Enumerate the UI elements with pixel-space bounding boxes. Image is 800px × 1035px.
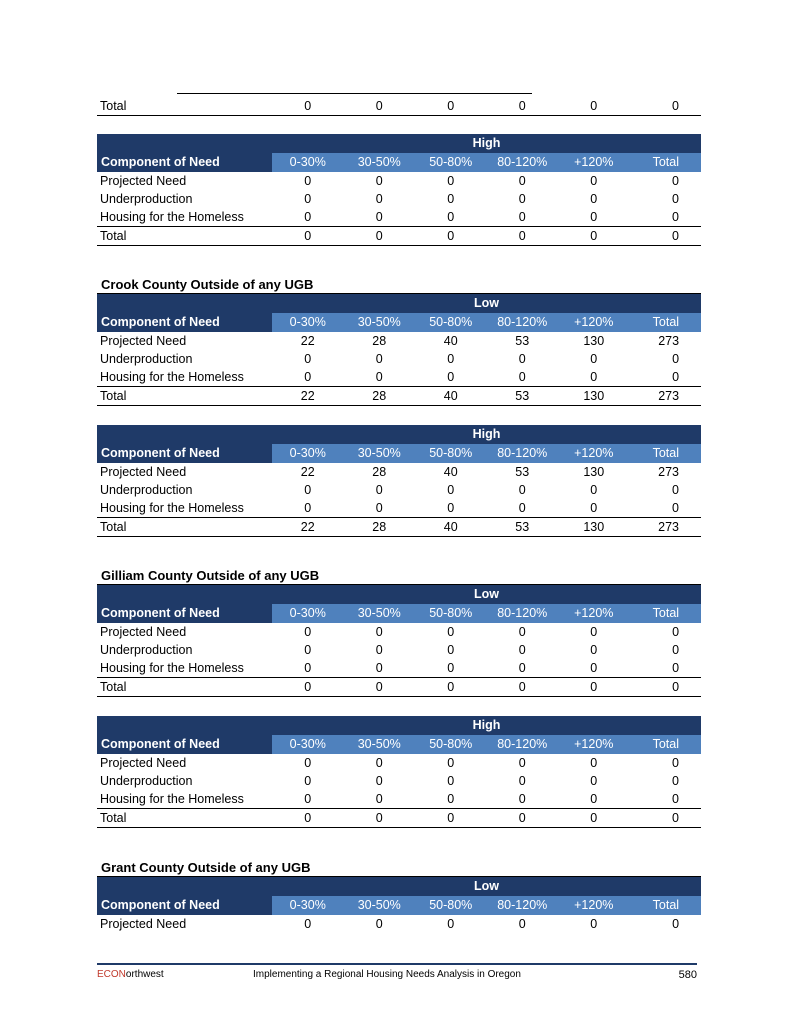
table-row	[97, 623, 701, 641]
row-label: Projected Need	[100, 334, 187, 348]
cell-value: 0	[447, 501, 455, 515]
row-label: Projected Need	[100, 465, 187, 479]
cell-value: 28	[372, 334, 387, 348]
cell-value: 0	[304, 643, 312, 657]
column-header: +120%	[558, 735, 630, 754]
cell-value: 0	[518, 174, 526, 188]
cell-value: 0	[447, 192, 455, 206]
total-label: Total	[97, 518, 272, 537]
table-row	[97, 368, 701, 387]
column-header-component: Component of Need	[97, 444, 272, 463]
total-value: 53	[487, 387, 559, 406]
total-value: 0	[558, 809, 630, 828]
cell-value: 0	[672, 917, 680, 931]
total-value: 0	[487, 678, 559, 697]
cell-value: 0	[447, 352, 455, 366]
column-header-component: Component of Need	[97, 153, 272, 172]
brand-econ: ECON	[97, 969, 126, 980]
total-value: 0	[487, 97, 559, 116]
header-row	[97, 444, 701, 463]
column-header: Total	[630, 896, 702, 915]
column-header: 30-50%	[344, 735, 416, 754]
column-header: 0-30%	[272, 444, 344, 463]
table-row	[97, 190, 701, 208]
cell-value: 0	[518, 192, 526, 206]
cell-value: 0	[304, 661, 312, 675]
section-title: Gilliam County Outside of any UGB	[97, 568, 701, 585]
cell-value: 0	[672, 643, 680, 657]
cell-value: 0	[590, 210, 598, 224]
cell-value: 0	[304, 501, 312, 515]
housing-need-table	[97, 277, 701, 406]
housing-need-table	[97, 425, 701, 537]
row-label: Underproduction	[100, 483, 193, 497]
column-header: 80-120%	[487, 735, 559, 754]
column-header: 0-30%	[272, 735, 344, 754]
column-header: Total	[630, 444, 702, 463]
row-label: Housing for the Homeless	[100, 792, 244, 806]
cell-value: 40	[443, 334, 458, 348]
column-header-component: Component of Need	[97, 896, 272, 915]
table-row	[97, 463, 701, 481]
total-value: 0	[344, 809, 416, 828]
scenario-row	[97, 294, 701, 313]
scenario-label: High	[97, 134, 701, 153]
column-header-component: Component of Need	[97, 313, 272, 332]
cell-value: 0	[518, 643, 526, 657]
column-header: 50-80%	[415, 604, 487, 623]
scenario-row	[97, 425, 701, 444]
row-label: Underproduction	[100, 643, 193, 657]
cell-value: 0	[518, 625, 526, 639]
brand-rest: orthwest	[125, 969, 164, 980]
total-row	[97, 227, 701, 246]
header-row	[97, 313, 701, 332]
table-row	[97, 481, 701, 499]
top-partial-rule	[177, 93, 532, 94]
cell-value: 0	[590, 661, 598, 675]
table-row	[97, 499, 701, 518]
total-value: 40	[415, 387, 487, 406]
cell-value: 0	[590, 174, 598, 188]
total-value: 22	[272, 387, 344, 406]
table-row	[97, 754, 701, 772]
cell-value: 40	[443, 465, 458, 479]
total-value: 0	[558, 678, 630, 697]
cell-value: 0	[375, 643, 383, 657]
column-header: 0-30%	[272, 153, 344, 172]
cell-value: 0	[375, 192, 383, 206]
cell-value: 0	[447, 792, 455, 806]
total-value: 28	[344, 387, 416, 406]
footer-brand	[97, 969, 164, 980]
column-header: +120%	[558, 896, 630, 915]
row-label: Housing for the Homeless	[100, 210, 244, 224]
column-header: Total	[630, 604, 702, 623]
row-label: Projected Need	[100, 756, 187, 770]
total-value: 0	[272, 97, 344, 116]
cell-value: 0	[672, 210, 679, 224]
total-row	[97, 518, 701, 537]
cell-value: 0	[375, 174, 383, 188]
total-value: 0	[630, 678, 702, 697]
cell-value: 0	[304, 352, 312, 366]
total-value: 28	[344, 518, 416, 537]
need-table	[97, 425, 701, 537]
row-label: Housing for the Homeless	[100, 661, 244, 675]
cell-value: 0	[590, 352, 598, 366]
cell-value: 0	[518, 352, 526, 366]
total-value: 0	[415, 97, 487, 116]
column-header: 50-80%	[415, 153, 487, 172]
cell-value: 0	[447, 643, 455, 657]
page-footer	[97, 963, 697, 985]
cell-value: 0	[447, 917, 455, 931]
cell-value: 0	[375, 210, 383, 224]
cell-value: 0	[518, 792, 526, 806]
cell-value: 0	[375, 501, 383, 515]
total-label: Total	[97, 97, 272, 116]
column-header: 80-120%	[487, 444, 559, 463]
total-row	[97, 387, 701, 406]
total-value: 0	[630, 227, 702, 246]
column-header: 80-120%	[487, 604, 559, 623]
cell-value: 0	[375, 792, 383, 806]
cell-value: 0	[375, 370, 383, 384]
total-value: 22	[272, 518, 344, 537]
column-header: Total	[630, 153, 702, 172]
column-header: 80-120%	[487, 896, 559, 915]
table-row	[97, 790, 701, 809]
cell-value: 0	[518, 370, 526, 384]
need-table	[97, 134, 701, 246]
total-value: 0	[272, 678, 344, 697]
cell-value: 0	[375, 625, 383, 639]
cell-value: 0	[304, 756, 312, 770]
cell-value: 0	[304, 483, 312, 497]
column-header: 0-30%	[272, 313, 344, 332]
cell-value: 0	[590, 370, 598, 384]
cell-value: 0	[375, 661, 383, 675]
column-header: +120%	[558, 153, 630, 172]
total-value: 0	[630, 97, 702, 116]
column-header: +120%	[558, 313, 630, 332]
column-header: 50-80%	[415, 735, 487, 754]
cell-value: 0	[375, 483, 383, 497]
section-title: Grant County Outside of any UGB	[97, 860, 701, 877]
row-label: Projected Need	[100, 174, 187, 188]
cell-value: 0	[304, 210, 312, 224]
column-header-component: Component of Need	[97, 735, 272, 754]
cell-value: 0	[304, 370, 312, 384]
cell-value: 0	[672, 661, 680, 675]
need-table	[97, 877, 701, 933]
cell-value: 0	[590, 917, 598, 931]
housing-need-table	[97, 568, 701, 697]
scenario-row	[97, 585, 701, 604]
column-header: 80-120%	[487, 313, 559, 332]
scenario-label: Low	[97, 294, 701, 313]
cell-value: 0	[447, 661, 455, 675]
column-header: 50-80%	[415, 313, 487, 332]
cell-value: 0	[304, 192, 312, 206]
total-row	[97, 678, 701, 697]
cell-value: 0	[672, 792, 679, 806]
total-value: 0	[487, 227, 559, 246]
total-value: 53	[487, 518, 559, 537]
cell-value: 0	[447, 174, 455, 188]
cell-value: 0	[518, 501, 526, 515]
cell-value: 28	[372, 465, 387, 479]
cell-value: 0	[447, 625, 455, 639]
total-value: 0	[415, 809, 487, 828]
row-label: Housing for the Homeless	[100, 501, 244, 515]
row-label: Underproduction	[100, 774, 193, 788]
total-value: 0	[415, 227, 487, 246]
cell-value: 0	[375, 756, 383, 770]
cell-value: 0	[304, 917, 312, 931]
cell-value: 0	[590, 192, 598, 206]
cell-value: 0	[518, 483, 526, 497]
scenario-row	[97, 716, 701, 735]
total-value: 130	[558, 387, 630, 406]
cell-value: 0	[590, 625, 598, 639]
row-label: Underproduction	[100, 352, 193, 366]
table-row	[97, 641, 701, 659]
cell-value: 0	[518, 917, 526, 931]
total-row	[97, 97, 701, 116]
total-value: 0	[344, 227, 416, 246]
cell-value: 0	[375, 917, 383, 931]
column-header: 0-30%	[272, 896, 344, 915]
total-value: 0	[344, 678, 416, 697]
column-header: 0-30%	[272, 604, 344, 623]
cell-value: 0	[447, 756, 455, 770]
cell-value: 0	[518, 661, 526, 675]
column-header: 50-80%	[415, 444, 487, 463]
total-value: 0	[630, 809, 702, 828]
column-header: Total	[630, 313, 702, 332]
cell-value: 0	[590, 774, 598, 788]
total-value: 0	[272, 227, 344, 246]
cell-value: 53	[515, 465, 530, 479]
scenario-label: High	[97, 716, 701, 735]
cell-value: 0	[304, 774, 312, 788]
housing-need-table	[97, 716, 701, 828]
table-row	[97, 172, 701, 190]
scenario-row	[97, 877, 701, 896]
total-value: 130	[558, 518, 630, 537]
row-label: Projected Need	[100, 917, 187, 931]
header-row	[97, 604, 701, 623]
cell-value: 0	[672, 625, 680, 639]
scenario-label: Low	[97, 877, 701, 896]
cell-value: 0	[672, 370, 680, 384]
total-value: 0	[415, 678, 487, 697]
housing-need-table	[97, 134, 701, 246]
cell-value: 0	[590, 501, 598, 515]
cell-value: 0	[590, 792, 598, 806]
cell-value: 0	[672, 192, 679, 206]
total-label: Total	[97, 678, 272, 697]
page-number: 580	[678, 969, 697, 981]
cell-value: 22	[300, 465, 315, 479]
need-table	[97, 294, 701, 406]
column-header: 30-50%	[344, 896, 416, 915]
total-value: 0	[558, 97, 630, 116]
scenario-row	[97, 134, 701, 153]
cell-value: 0	[518, 756, 526, 770]
cell-value: 0	[447, 483, 455, 497]
cell-value: 0	[590, 643, 598, 657]
cell-value: 0	[518, 210, 526, 224]
column-header: Total	[630, 735, 702, 754]
row-label: Underproduction	[100, 192, 193, 206]
cell-value: 273	[658, 334, 680, 348]
cell-value: 0	[672, 483, 679, 497]
row-label: Projected Need	[100, 625, 187, 639]
total-value: 0	[487, 809, 559, 828]
column-header: 30-50%	[344, 604, 416, 623]
row-label: Housing for the Homeless	[100, 370, 244, 384]
total-value: 0	[558, 227, 630, 246]
housing-need-table	[97, 860, 701, 933]
scenario-label: Low	[97, 585, 701, 604]
section-title: Crook County Outside of any UGB	[97, 277, 701, 294]
cell-value: 0	[672, 756, 679, 770]
cell-value: 0	[304, 625, 312, 639]
cell-value: 0	[672, 352, 680, 366]
cell-value: 22	[300, 334, 315, 348]
cell-value: 273	[658, 465, 679, 479]
table-row	[97, 332, 701, 350]
column-header-component: Component of Need	[97, 604, 272, 623]
cell-value: 0	[672, 174, 679, 188]
total-label: Total	[97, 227, 272, 246]
column-header: 30-50%	[344, 444, 416, 463]
table-row	[97, 659, 701, 678]
total-value: 0	[344, 97, 416, 116]
table-row	[97, 350, 701, 368]
total-value: 273	[630, 387, 702, 406]
cell-value: 0	[304, 792, 312, 806]
total-label: Total	[97, 809, 272, 828]
cell-value: 53	[515, 334, 530, 348]
table-row	[97, 915, 701, 933]
total-row	[97, 809, 701, 828]
need-table	[97, 585, 701, 697]
scenario-label: High	[97, 425, 701, 444]
cell-value: 130	[583, 334, 605, 348]
column-header: 50-80%	[415, 896, 487, 915]
column-header: +120%	[558, 444, 630, 463]
total-value: 40	[415, 518, 487, 537]
cell-value: 0	[375, 774, 383, 788]
header-row	[97, 153, 701, 172]
cell-value: 0	[304, 174, 312, 188]
cell-value: 0	[672, 501, 679, 515]
table-row	[97, 208, 701, 227]
cell-value: 130	[583, 465, 605, 479]
column-header: 80-120%	[487, 153, 559, 172]
partial-total-table	[97, 97, 701, 116]
column-header: 30-50%	[344, 313, 416, 332]
cell-value: 0	[375, 352, 383, 366]
header-row	[97, 896, 701, 915]
table-row	[97, 772, 701, 790]
need-table	[97, 716, 701, 828]
cell-value: 0	[672, 774, 679, 788]
total-label: Total	[97, 387, 272, 406]
header-row	[97, 735, 701, 754]
cell-value: 0	[447, 370, 455, 384]
footer-title: Implementing a Regional Housing Needs Analysis in Oregon	[253, 969, 521, 980]
cell-value: 0	[518, 774, 526, 788]
total-value: 273	[630, 518, 702, 537]
column-header: 30-50%	[344, 153, 416, 172]
cell-value: 0	[590, 756, 598, 770]
cell-value: 0	[447, 774, 455, 788]
column-header: +120%	[558, 604, 630, 623]
cell-value: 0	[590, 483, 598, 497]
total-value: 0	[272, 809, 344, 828]
cell-value: 0	[447, 210, 455, 224]
